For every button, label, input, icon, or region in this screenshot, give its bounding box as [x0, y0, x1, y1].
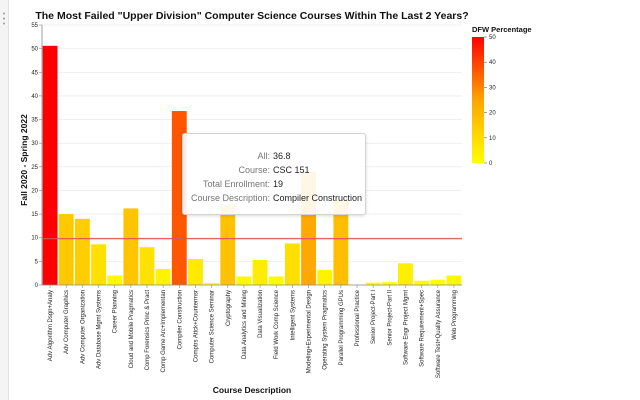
tooltip-row-enrollment [183, 178, 365, 190]
x-tick-label: Parallel Programming GPUs [338, 290, 345, 366]
bar[interactable] [59, 214, 74, 285]
x-tick-label: Field Work Comp Science [274, 290, 281, 360]
hover-tooltip [182, 133, 366, 215]
x-tick-label: Compiler Construction [177, 290, 184, 350]
bar[interactable] [446, 276, 461, 285]
tooltip-value: 19 [273, 179, 284, 189]
bar[interactable] [398, 263, 413, 285]
tooltip-key: All: [257, 151, 270, 161]
bar[interactable] [220, 205, 235, 285]
tooltip-key: Course Description: [190, 193, 270, 203]
legend-tick-label: 10 [489, 135, 496, 142]
x-tick-label: Career Planning [112, 290, 119, 334]
bar[interactable] [91, 244, 106, 285]
y-tick-label: 10 [31, 235, 38, 242]
bar[interactable] [414, 281, 429, 285]
x-tick-label: Computer Science Seminar [209, 290, 216, 364]
legend-title: DFW Percentage [472, 25, 532, 34]
x-tick-label: Senior Project-Part II [387, 290, 394, 346]
y-axis-title: Fall 2020 - Spring 2022 [19, 114, 29, 206]
chart-title: The Most Failed "Upper Division" Computer Science Courses Within The Last 2 Years? [35, 10, 469, 22]
x-tick-label: Senior Project-Part I [371, 290, 378, 345]
bar[interactable] [269, 276, 284, 285]
x-tick-label: Modeling+Experimental Design [306, 290, 313, 374]
legend-tick-label: 0 [489, 161, 493, 167]
y-tick-label: 40 [31, 93, 38, 100]
y-tick-label: 20 [31, 188, 38, 195]
x-axis-title: Course Description [212, 385, 292, 395]
tooltip-value: 36.8 [273, 151, 291, 161]
legend-tick-label: 20 [489, 110, 496, 117]
x-tick-label: Operating System Pragmatics [322, 290, 329, 370]
bar[interactable] [188, 259, 203, 285]
x-tick-label: Professional Practice [355, 290, 361, 347]
y-tick-label: 0 [34, 283, 38, 289]
bar[interactable] [253, 260, 268, 285]
x-tick-label: Software Test+Quality Assurance [435, 290, 442, 379]
bar[interactable] [123, 208, 138, 285]
bar[interactable] [156, 269, 171, 285]
x-tick-label: Adv Computer Graphics [64, 290, 71, 355]
tooltip-key: Total Enrollment: [202, 179, 270, 189]
y-tick-label: 5 [34, 259, 38, 266]
y-tick-label: 50 [31, 46, 38, 53]
y-tick-label: 35 [31, 117, 38, 124]
y-tick-label: 15 [31, 212, 38, 219]
y-tick-label: 45 [31, 70, 38, 77]
x-tick-label: Adv Algorithm Dsgn+Analy [48, 290, 55, 362]
x-tick-label: Intelligent Systems [290, 290, 297, 341]
tooltip-value: Compiler Construction [273, 193, 363, 203]
legend-color-ramp [472, 37, 484, 163]
x-tick-label: Adv Computer Organization [80, 290, 87, 365]
legend-tick-label: 30 [489, 85, 496, 92]
x-tick-label: Cloud and Mobile Pragmatics [128, 290, 135, 369]
y-tick-label: 25 [31, 164, 38, 171]
y-tick-label: 30 [31, 141, 38, 148]
tooltip-row-description [183, 192, 365, 204]
legend-tick-label: 50 [489, 35, 496, 41]
bar[interactable] [236, 276, 251, 285]
bar[interactable] [107, 276, 122, 285]
tooltip-key: Course: [238, 165, 270, 175]
x-tick-label: Web Programming [451, 290, 458, 340]
x-tick-label: Comp Game Arc+Implementan [161, 290, 168, 373]
x-tick-label: Comp Forensics Princ & Pract [145, 290, 151, 371]
bar[interactable] [430, 280, 445, 285]
legend-tick-label: 40 [489, 60, 496, 67]
x-tick-label: Data Analytics and Mining [241, 290, 248, 360]
bar[interactable] [285, 243, 300, 285]
color-legend [472, 25, 532, 167]
x-tick-label: Comptrs Attck+Countermsr [193, 290, 200, 363]
x-tick-label: Software Requirement+Spec [419, 290, 426, 367]
x-tick-label: Data Visualization [258, 290, 265, 338]
x-tick-label: Software Engr Project Mgmt [403, 290, 410, 366]
tooltip-row-course [183, 164, 365, 176]
tooltip-value: CSC 151 [273, 165, 310, 175]
tooltip-row-all [183, 150, 365, 162]
x-tick-label: Adv Database Mgmt Systems [96, 290, 103, 370]
bar[interactable] [140, 247, 155, 285]
bar[interactable] [382, 282, 397, 285]
bar[interactable] [75, 219, 90, 285]
y-tick-label: 55 [31, 23, 38, 29]
bar[interactable] [43, 46, 58, 285]
x-tick-label: Cryptography [225, 290, 232, 327]
bar[interactable] [317, 270, 332, 285]
drag-handle-icon[interactable]: • • • [2, 11, 6, 28]
